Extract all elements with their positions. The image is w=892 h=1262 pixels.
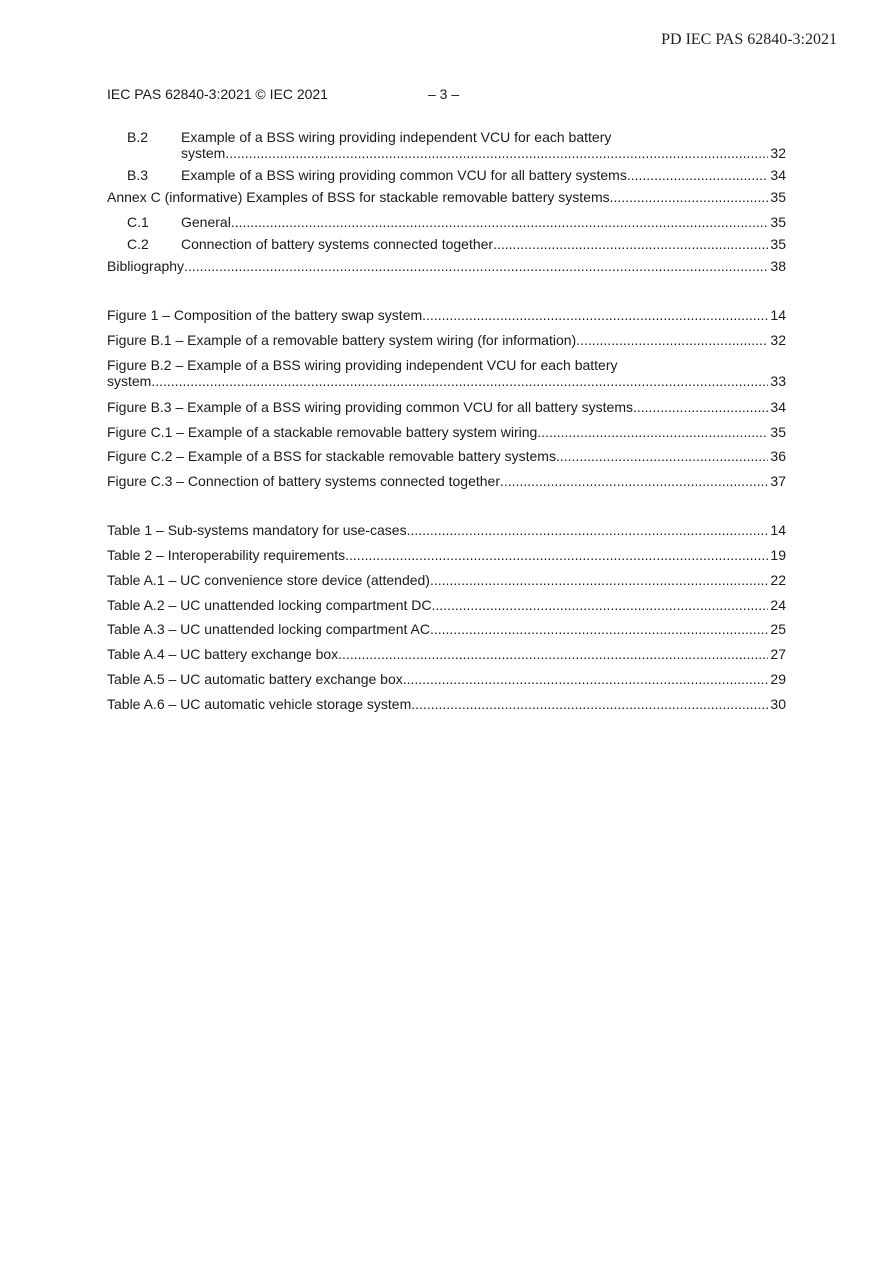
dot-leader bbox=[493, 236, 768, 252]
dot-leader bbox=[411, 696, 768, 712]
toc-entry-b3[interactable] bbox=[107, 167, 786, 183]
figure-entry-page: 34 bbox=[770, 399, 786, 415]
dot-leader bbox=[422, 307, 768, 323]
toc-entry-title: Example of a BSS wiring providing independent VCU for each battery bbox=[181, 129, 612, 145]
table-entry-title: Table 2 – Interoperability requirements bbox=[107, 547, 346, 563]
figure-entry-title: Figure C.1 – Example of a stackable removable battery system wiring bbox=[107, 424, 538, 440]
figure-entry-1[interactable] bbox=[107, 307, 786, 323]
figure-entry-b3[interactable] bbox=[107, 399, 786, 415]
toc-entry-title-cont: system bbox=[181, 145, 226, 161]
figure-entry-title: Figure C.2 – Example of a BSS for stackable removable battery systems bbox=[107, 448, 556, 464]
toc-entry-number: C.1 bbox=[127, 214, 149, 230]
dot-leader bbox=[151, 373, 768, 389]
toc-entry-number: C.2 bbox=[127, 236, 149, 252]
figure-entry-page: 36 bbox=[770, 448, 786, 464]
table-entry-a1[interactable] bbox=[107, 572, 786, 588]
table-entry-page: 27 bbox=[770, 646, 786, 662]
table-entry-a4[interactable] bbox=[107, 646, 786, 662]
table-entry-a2[interactable] bbox=[107, 597, 786, 613]
toc-entry-bibliography[interactable] bbox=[107, 258, 786, 274]
dot-leader bbox=[537, 424, 768, 440]
dot-leader bbox=[500, 473, 768, 489]
figure-entry-title: Figure 1 – Composition of the battery swap system bbox=[107, 307, 423, 323]
figure-entry-page: 37 bbox=[770, 473, 786, 489]
figure-entry-page: 33 bbox=[770, 373, 786, 389]
toc-entry-title: Connection of battery systems connected together bbox=[181, 236, 494, 252]
table-entry-title: Table A.1 – UC convenience store device (attended) bbox=[107, 572, 430, 588]
table-entry-title: Table A.2 – UC unattended locking compartment DC bbox=[107, 597, 432, 613]
table-entry-title: Table 1 – Sub-systems mandatory for use-cases bbox=[107, 522, 407, 538]
toc-entry-b2[interactable] bbox=[107, 129, 786, 161]
figure-entry-title: Figure C.3 – Connection of battery systems connected together bbox=[107, 473, 500, 489]
toc-entry-page: 35 bbox=[770, 236, 786, 252]
table-entry-a5[interactable] bbox=[107, 671, 786, 687]
toc-entry-page: 35 bbox=[770, 189, 786, 205]
dot-leader bbox=[432, 597, 769, 613]
toc-entry-title: General bbox=[181, 214, 231, 230]
toc-entry-number: B.2 bbox=[127, 129, 149, 145]
table-entry-a6[interactable] bbox=[107, 696, 786, 712]
figure-entry-title-cont: system bbox=[107, 373, 152, 389]
toc-entry-page: 32 bbox=[770, 145, 786, 161]
dot-leader bbox=[633, 399, 768, 415]
dot-leader bbox=[430, 621, 768, 637]
dot-leader bbox=[556, 448, 768, 464]
figure-entry-title: Figure B.3 – Example of a BSS wiring providing common VCU for all battery systems bbox=[107, 399, 633, 415]
figure-entry-b2[interactable] bbox=[107, 357, 786, 389]
dot-leader bbox=[338, 646, 768, 662]
dot-leader bbox=[184, 258, 768, 274]
figure-entry-page: 14 bbox=[770, 307, 786, 323]
table-entry-title: Table A.4 – UC battery exchange box bbox=[107, 646, 339, 662]
table-entry-page: 14 bbox=[770, 522, 786, 538]
figure-entry-c2[interactable] bbox=[107, 448, 786, 464]
table-entry-title: Table A.5 – UC automatic battery exchange box bbox=[107, 671, 403, 687]
dot-leader bbox=[576, 332, 768, 348]
toc-entry-title: Example of a BSS wiring providing common VCU for all battery systems bbox=[181, 167, 627, 183]
table-entry-title: Table A.3 – UC unattended locking compartment AC bbox=[107, 621, 430, 637]
table-entry-2[interactable] bbox=[107, 547, 786, 563]
toc-entry-annex-c[interactable] bbox=[107, 189, 786, 205]
toc-entry-page: 38 bbox=[770, 258, 786, 274]
page-header-left: IEC PAS 62840-3:2021 © IEC 2021 bbox=[107, 86, 328, 102]
table-entry-page: 24 bbox=[770, 597, 786, 613]
figure-entry-page: 35 bbox=[770, 424, 786, 440]
toc-entry-number: B.3 bbox=[127, 167, 149, 183]
toc-entry-c2[interactable] bbox=[107, 236, 786, 252]
table-entry-1[interactable] bbox=[107, 522, 786, 538]
dot-leader bbox=[231, 214, 769, 230]
figure-entry-page: 32 bbox=[770, 332, 786, 348]
dot-leader bbox=[430, 572, 768, 588]
table-entry-page: 30 bbox=[770, 696, 786, 712]
figure-entry-title: Figure B.1 – Example of a removable battery system wiring (for information) bbox=[107, 332, 577, 348]
figure-entry-c1[interactable] bbox=[107, 424, 786, 440]
document-id: PD IEC PAS 62840-3:2021 bbox=[661, 31, 837, 48]
toc-entry-page: 34 bbox=[770, 167, 786, 183]
toc-entry-title: Annex C (informative) Examples of BSS for stackable removable battery systems bbox=[107, 189, 610, 205]
dot-leader bbox=[627, 167, 769, 183]
dot-leader bbox=[610, 189, 769, 205]
table-entry-title: Table A.6 – UC automatic vehicle storage system bbox=[107, 696, 412, 712]
table-entry-page: 29 bbox=[770, 671, 786, 687]
dot-leader bbox=[407, 522, 769, 538]
dot-leader bbox=[225, 145, 768, 161]
figure-entry-c3[interactable] bbox=[107, 473, 786, 489]
dot-leader bbox=[403, 671, 769, 687]
figure-entry-title: Figure B.2 – Example of a BSS wiring providing independent VCU for each battery bbox=[107, 357, 618, 373]
toc-entry-page: 35 bbox=[770, 214, 786, 230]
table-entry-page: 19 bbox=[770, 547, 786, 563]
dot-leader bbox=[345, 547, 768, 563]
figure-entry-b1[interactable] bbox=[107, 332, 786, 348]
toc-entry-c1[interactable] bbox=[107, 214, 786, 230]
page-number: – 3 – bbox=[428, 86, 460, 102]
table-entry-a3[interactable] bbox=[107, 621, 786, 637]
table-entry-page: 25 bbox=[770, 621, 786, 637]
table-entry-page: 22 bbox=[770, 572, 786, 588]
toc-entry-title: Bibliography bbox=[107, 258, 185, 274]
